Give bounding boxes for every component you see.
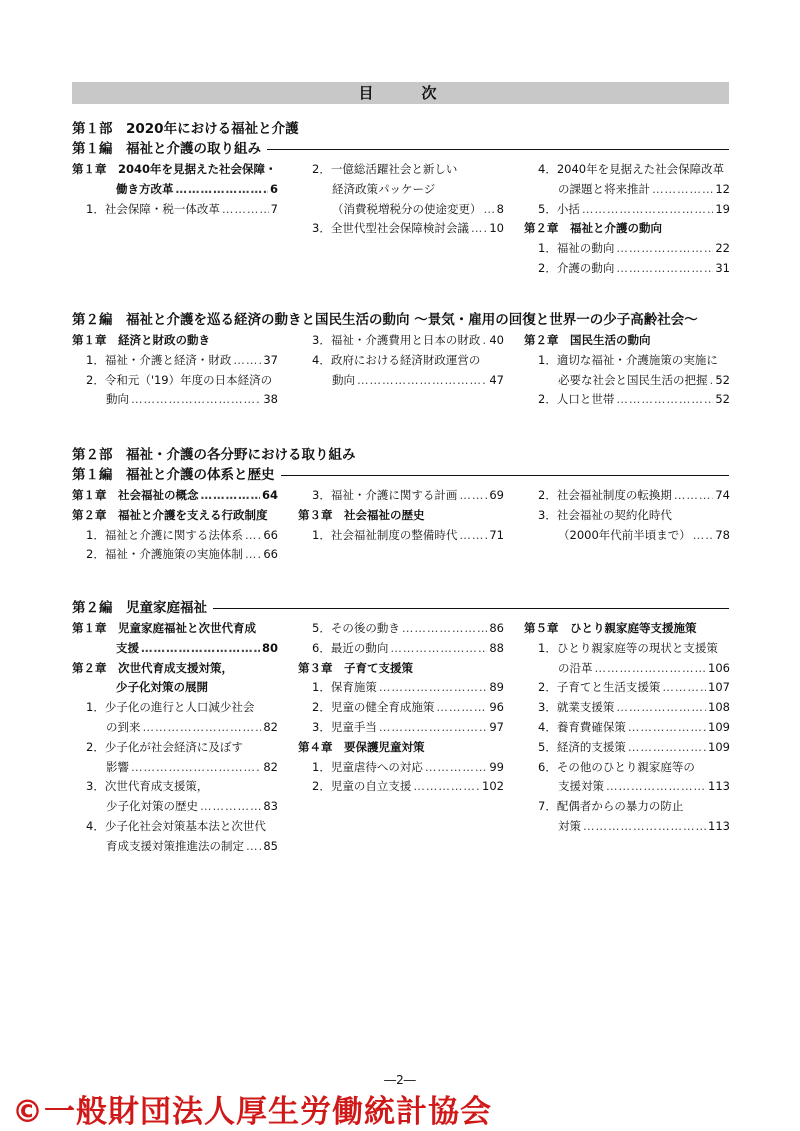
toc-entry [72,526,278,546]
dot-leader [697,758,728,778]
dot-leader [427,506,503,526]
toc-entry [72,506,278,526]
toc-entry-text: 4．2040年を見据えた社会保障改革 [538,162,725,176]
toc-entry [72,180,278,200]
toc-column [298,486,504,545]
toc-entry-text: 1．福祉・介護と経済・財政 [86,352,232,367]
dot-leader [210,678,276,698]
part1-title: 第１部 2020年における福祉と介護 [72,121,299,137]
toc-entry-text: 2．令和元（'19）年度の日本経済の [86,372,273,387]
heading-rule [213,608,729,609]
toc-entry-text: 働き方改革 [116,181,174,196]
toc-entry-text: 支援対策 [558,779,604,794]
dot-leader [233,351,261,371]
toc-column [72,619,278,857]
toc-entry-text: （消費税増税分の使途変更） [332,201,482,216]
toc-entry-page: 52 [715,372,730,387]
toc-entry-text: 2．福祉・介護施策の実施体制 [86,547,243,562]
toc-entry [298,219,504,239]
toc-entry-page: 52 [715,392,730,407]
toc-entry [524,160,730,180]
toc-entry [298,200,504,220]
toc-entry-text: 3．就業支援策 [538,700,615,715]
toc-entry-page: 107 [708,680,730,695]
toc-entry-text: 第３章 子育て支援策 [298,660,413,675]
toc-entry-text: 1．保育施策 [312,680,377,695]
toc-entry-text: 1．福祉と介護に関する法体系 [86,527,243,542]
dot-leader [427,738,503,758]
dot-leader [425,758,488,778]
toc-entry [524,797,730,817]
dot-leader [415,659,502,679]
dot-leader [482,351,502,371]
toc-entry [298,678,504,698]
toc-entry [298,180,504,200]
dot-leader [131,390,261,410]
toc-entry [72,160,278,180]
toc-entry-text: 1．適切な福祉・介護施策の実施に [538,352,718,367]
toc-entry-text: 1．社会保障・税一体改革 [86,201,220,216]
toc-entry-page: 109 [708,719,730,734]
toc-entry-page: 22 [715,241,730,256]
dot-leader [131,758,261,778]
toc-entry-page: 71 [489,527,504,542]
heading-rule [281,475,730,476]
part1-vol2-heading [72,311,729,329]
page-number: ―2― [384,1073,416,1087]
dot-leader [685,797,728,817]
dot-leader [268,817,276,837]
toc-entry [72,331,278,351]
part1-vol1-heading [72,140,729,158]
toc-entry [72,486,278,506]
toc-entry [524,331,730,351]
toc-entry [524,239,730,259]
toc-entry-page: 69 [489,488,504,502]
toc-entry-text: 2．社会福祉制度の転換期 [538,488,672,502]
toc-entry [72,758,278,778]
toc-entry-text: 必要な社会と国民生活の把握 [558,372,708,387]
dot-leader [141,639,260,659]
dot-leader [653,331,729,351]
toc-column [298,331,504,390]
toc-entry-text: 1．児童虐待への対応 [312,759,423,774]
toc-entry-text: 2．一億総活躍社会と新しい [312,162,458,176]
dot-leader [212,331,276,351]
toc-entry [72,639,278,659]
toc-entry-text: 少子化対策の歴史 [106,799,198,814]
toc-entry-text: 動向 [106,392,129,407]
dot-leader [390,639,487,659]
toc-entry [72,200,278,220]
dot-leader [582,200,714,220]
toc-entry-text: 1．少子化の進行と人口減少社会 [86,700,255,715]
toc-entry [524,619,730,639]
toc-entry [298,160,504,180]
toc-entry [524,758,730,778]
dot-leader [484,200,495,220]
dot-leader [258,619,276,639]
dot-leader [245,738,276,758]
toc-entry [524,180,730,200]
toc-entry-text: 3．福祉・介護に関する計画 [312,488,458,502]
dot-leader [616,698,706,718]
toc-column [524,486,730,545]
toc-column [72,160,278,219]
toc-entry-text: 1．社会福祉制度の整備時代 [312,527,458,542]
toc-entry-page: 31 [715,260,730,275]
toc-entry-text: 第３章 社会福祉の歴史 [298,507,425,522]
dot-leader [459,160,502,180]
toc-entry [524,371,730,391]
toc-entry [298,351,504,371]
toc-entry-page: 66 [263,547,278,562]
toc-entry [298,639,504,659]
dot-leader [357,371,487,391]
dot-leader [674,506,728,526]
toc-entry-text: 2．人口と世帯 [538,392,615,407]
dot-leader [583,817,706,837]
toc-entry [298,659,504,679]
dot-leader [246,837,261,857]
toc-entry-text: 第５章 ひとり親家庭等支援施策 [524,621,697,635]
toc-entry [524,738,730,758]
toc-entry [298,506,504,526]
dot-leader [245,545,262,565]
toc-entry-text: 6．最近の動向 [312,640,389,655]
toc-entry [298,371,504,391]
toc-entry-text: 対策 [558,818,581,833]
toc-entry [298,619,504,639]
toc-entry-page: 19 [715,201,730,216]
toc-entry-page: 99 [489,759,504,774]
toc-entry [72,619,278,639]
dot-leader [616,259,713,279]
toc-entry-page: 38 [263,392,278,407]
toc-entry [524,817,730,837]
toc-entry-page: 88 [489,640,504,655]
toc-entry [72,351,278,371]
toc-entry-text: 3．次世代育成支援策， [86,779,209,794]
toc-entry-page: 74 [715,488,730,502]
toc-entry [524,678,730,698]
dot-leader [256,698,276,718]
dot-leader [402,619,488,639]
toc-entry [524,659,730,679]
toc-entry-page: 102 [482,779,504,794]
toc-entry [72,837,278,857]
dot-leader [652,180,713,200]
toc-title: 目 次 [72,82,729,104]
dot-leader [379,718,488,738]
toc-entry-text: の課題と将来推計 [558,181,650,196]
toc-entry-text: 2．子育てと生活支援策 [538,680,661,695]
part1-vol1-title: 第１編 福祉と介護の取り組み [72,141,261,157]
toc-entry [524,718,730,738]
toc-entry-page: 12 [715,181,730,196]
part2-vol2-title: 第２編 児童家庭福祉 [72,600,207,616]
toc-entry-page: 80 [261,640,278,655]
dot-leader [720,351,728,371]
toc-entry [72,817,278,837]
toc-entry-text: 3．全世代型社会保障検討会議 [312,221,469,236]
dot-leader [726,160,728,180]
dot-leader [143,718,262,738]
toc-entry-text: 4．養育費確保策 [538,719,626,734]
toc-entry-text: 2．児童の自立支援 [312,779,412,794]
toc-entry [298,698,504,718]
toc-entry-text: 第１章 経済と財政の動き [72,333,210,347]
toc-entry-text: 3．児童手当 [312,719,377,734]
toc-column [72,331,278,410]
toc-entry-page: 109 [708,739,730,754]
toc-entry-page: 96 [489,700,504,715]
toc-entry-page: 7 [270,201,278,216]
toc-entry [524,639,730,659]
toc-entry-page: 78 [715,527,730,542]
toc-entry [72,371,278,391]
part2-title: 第２部 福祉・介護の各分野における取り組み [72,447,356,463]
dot-leader [459,486,487,506]
toc-entry [524,351,730,371]
toc-entry-page: 8 [496,201,504,216]
toc-entry-text: 第２章 国民生活の動向 [524,333,651,347]
toc-entry-text: 少子化対策の展開 [116,680,208,695]
toc-entry-page: 86 [489,621,504,635]
part2-vol1-title: 第１編 福祉と介護の体系と歴史 [72,467,275,483]
toc-column [298,619,504,797]
dot-leader [616,239,713,259]
toc-entry [72,545,278,565]
toc-entry-page: 6 [269,181,278,196]
toc-entry-text: 第４章 要保護児童対策 [298,739,425,754]
toc-entry [72,698,278,718]
toc-entry-text: 5．経済的支援策 [538,739,626,754]
toc-entry [72,718,278,738]
toc-entry-text: 第１章 2040年を見据えた社会保障・ [72,162,277,176]
dot-leader [720,639,728,659]
dot-leader [628,718,706,738]
toc-entry [298,758,504,778]
toc-entry [524,200,730,220]
toc-entry-text: 第２章 次世代育成支援対策， [72,660,233,675]
dot-leader [245,526,262,546]
dot-leader [235,659,276,679]
toc-entry-page: 113 [708,779,730,794]
toc-entry-text: 1．福祉の動向 [538,241,615,256]
dot-leader [222,200,269,220]
dot-leader [664,219,728,239]
toc-entry-page: 82 [263,759,278,774]
toc-entry-text: 育成支援対策推進法の制定 [106,838,244,853]
toc-entry-text: 6．その他のひとり親家庭等の [538,759,695,774]
toc-entry-text: の到来 [106,719,141,734]
toc-entry-text: 第１章 社会福祉の概念 [72,488,199,502]
toc-entry-text: 影響 [106,759,129,774]
toc-entry-text: 第１章 児童家庭福祉と次世代育成 [72,621,256,635]
toc-entry [298,486,504,506]
dot-leader [674,486,714,506]
part2-vol1-heading [72,466,729,484]
toc-entry-text: 動向 [332,372,355,387]
dot-leader [616,390,713,410]
toc-entry-page: 106 [708,660,730,675]
dot-leader [436,698,487,718]
toc-entry-text: 経済政策パッケージ [332,181,436,196]
toc-entry-page: 83 [263,799,278,814]
dot-leader [200,797,261,817]
toc-entry-page: 97 [489,719,504,734]
toc-entry-page: 66 [263,527,278,542]
toc-entry-page: 40 [489,333,504,347]
toc-entry [524,219,730,239]
toc-entry [72,777,278,797]
toc-entry-text: 7．配偶者からの暴力の防止 [538,799,684,814]
toc-entry [298,331,504,351]
toc-entry-text: 1．ひとり親家庭等の現状と支援策 [538,640,718,655]
toc-entry [524,698,730,718]
dot-leader [595,659,707,679]
dot-leader [379,678,488,698]
toc-entry-page: 10 [489,221,504,236]
toc-entry-text: 5．その後の動き [312,621,400,635]
toc-entry [524,777,730,797]
copyright-notice: ©一般財団法人厚生労働統計協会 [12,1094,492,1130]
heading-rule [267,149,729,150]
toc-entry-text: 2．少子化が社会経済に及ぼす [86,739,243,754]
toc-entry [298,777,504,797]
toc-entry [524,259,730,279]
dot-leader [201,486,260,506]
dot-leader [270,506,277,526]
toc-entry [72,659,278,679]
toc-entry-page: 47 [489,372,504,387]
toc-entry-text: 2．介護の動向 [538,260,615,275]
toc-column [524,619,730,837]
toc-entry-page: 64 [261,488,278,502]
toc-entry-text: 2．児童の健全育成施策 [312,700,435,715]
toc-column [524,160,730,279]
toc-entry-text: 3．社会福祉の契約化時代 [538,507,672,522]
dot-leader [274,371,276,391]
toc-entry-text: の沿革 [558,660,593,675]
toc-entry-page: 113 [708,818,730,833]
dot-leader [606,777,706,797]
toc-entry-text: 4．少子化社会対策基本法と次世代 [86,818,266,833]
toc-entry [298,526,504,546]
toc-entry [72,390,278,410]
toc-entry [524,506,730,526]
toc-entry-page: 85 [263,838,278,853]
dot-leader [459,526,487,546]
toc-entry-text: 5．小括 [538,201,580,216]
part2-vol2-heading [72,599,729,617]
dot-leader [628,738,706,758]
toc-entry [524,390,730,410]
toc-entry [524,486,730,506]
dot-leader [437,180,502,200]
dot-leader [699,619,729,639]
toc-entry [524,526,730,546]
toc-entry-page: 37 [263,352,278,367]
dot-leader [471,219,488,239]
toc-entry-text: （2000年代前半頃まで） [558,527,691,542]
toc-entry [72,678,278,698]
toc-entry-page: 89 [489,680,504,695]
toc-entry [72,797,278,817]
toc-entry-page: 82 [263,719,278,734]
toc-entry-text: 3．福祉・介護費用と日本の財政 [312,333,481,347]
part1-vol2-title: 第２編 福祉と介護を巡る経済の動きと国民生活の動向 ～景気・雇用の回復と世界一の少子高齢社会～ [72,312,698,328]
dot-leader [710,371,714,391]
toc-entry-text: 4．政府における経済財政運営の [312,352,481,367]
toc-entry [298,738,504,758]
dot-leader [662,678,706,698]
toc-entry-page: 108 [708,700,730,715]
dot-leader [413,777,480,797]
toc-entry [298,718,504,738]
dot-leader [176,180,268,200]
dot-leader [210,777,276,797]
toc-entry-text: 支援 [116,640,139,655]
dot-leader [693,526,714,546]
toc-entry-text: 第２章 福祉と介護の動向 [524,221,662,236]
toc-column [524,331,730,410]
toc-entry-text: 第２章 福祉と介護を支える行政制度 [72,507,268,522]
toc-column [298,160,504,239]
toc-entry [72,738,278,758]
dot-leader [482,331,487,351]
toc-column [72,486,278,565]
